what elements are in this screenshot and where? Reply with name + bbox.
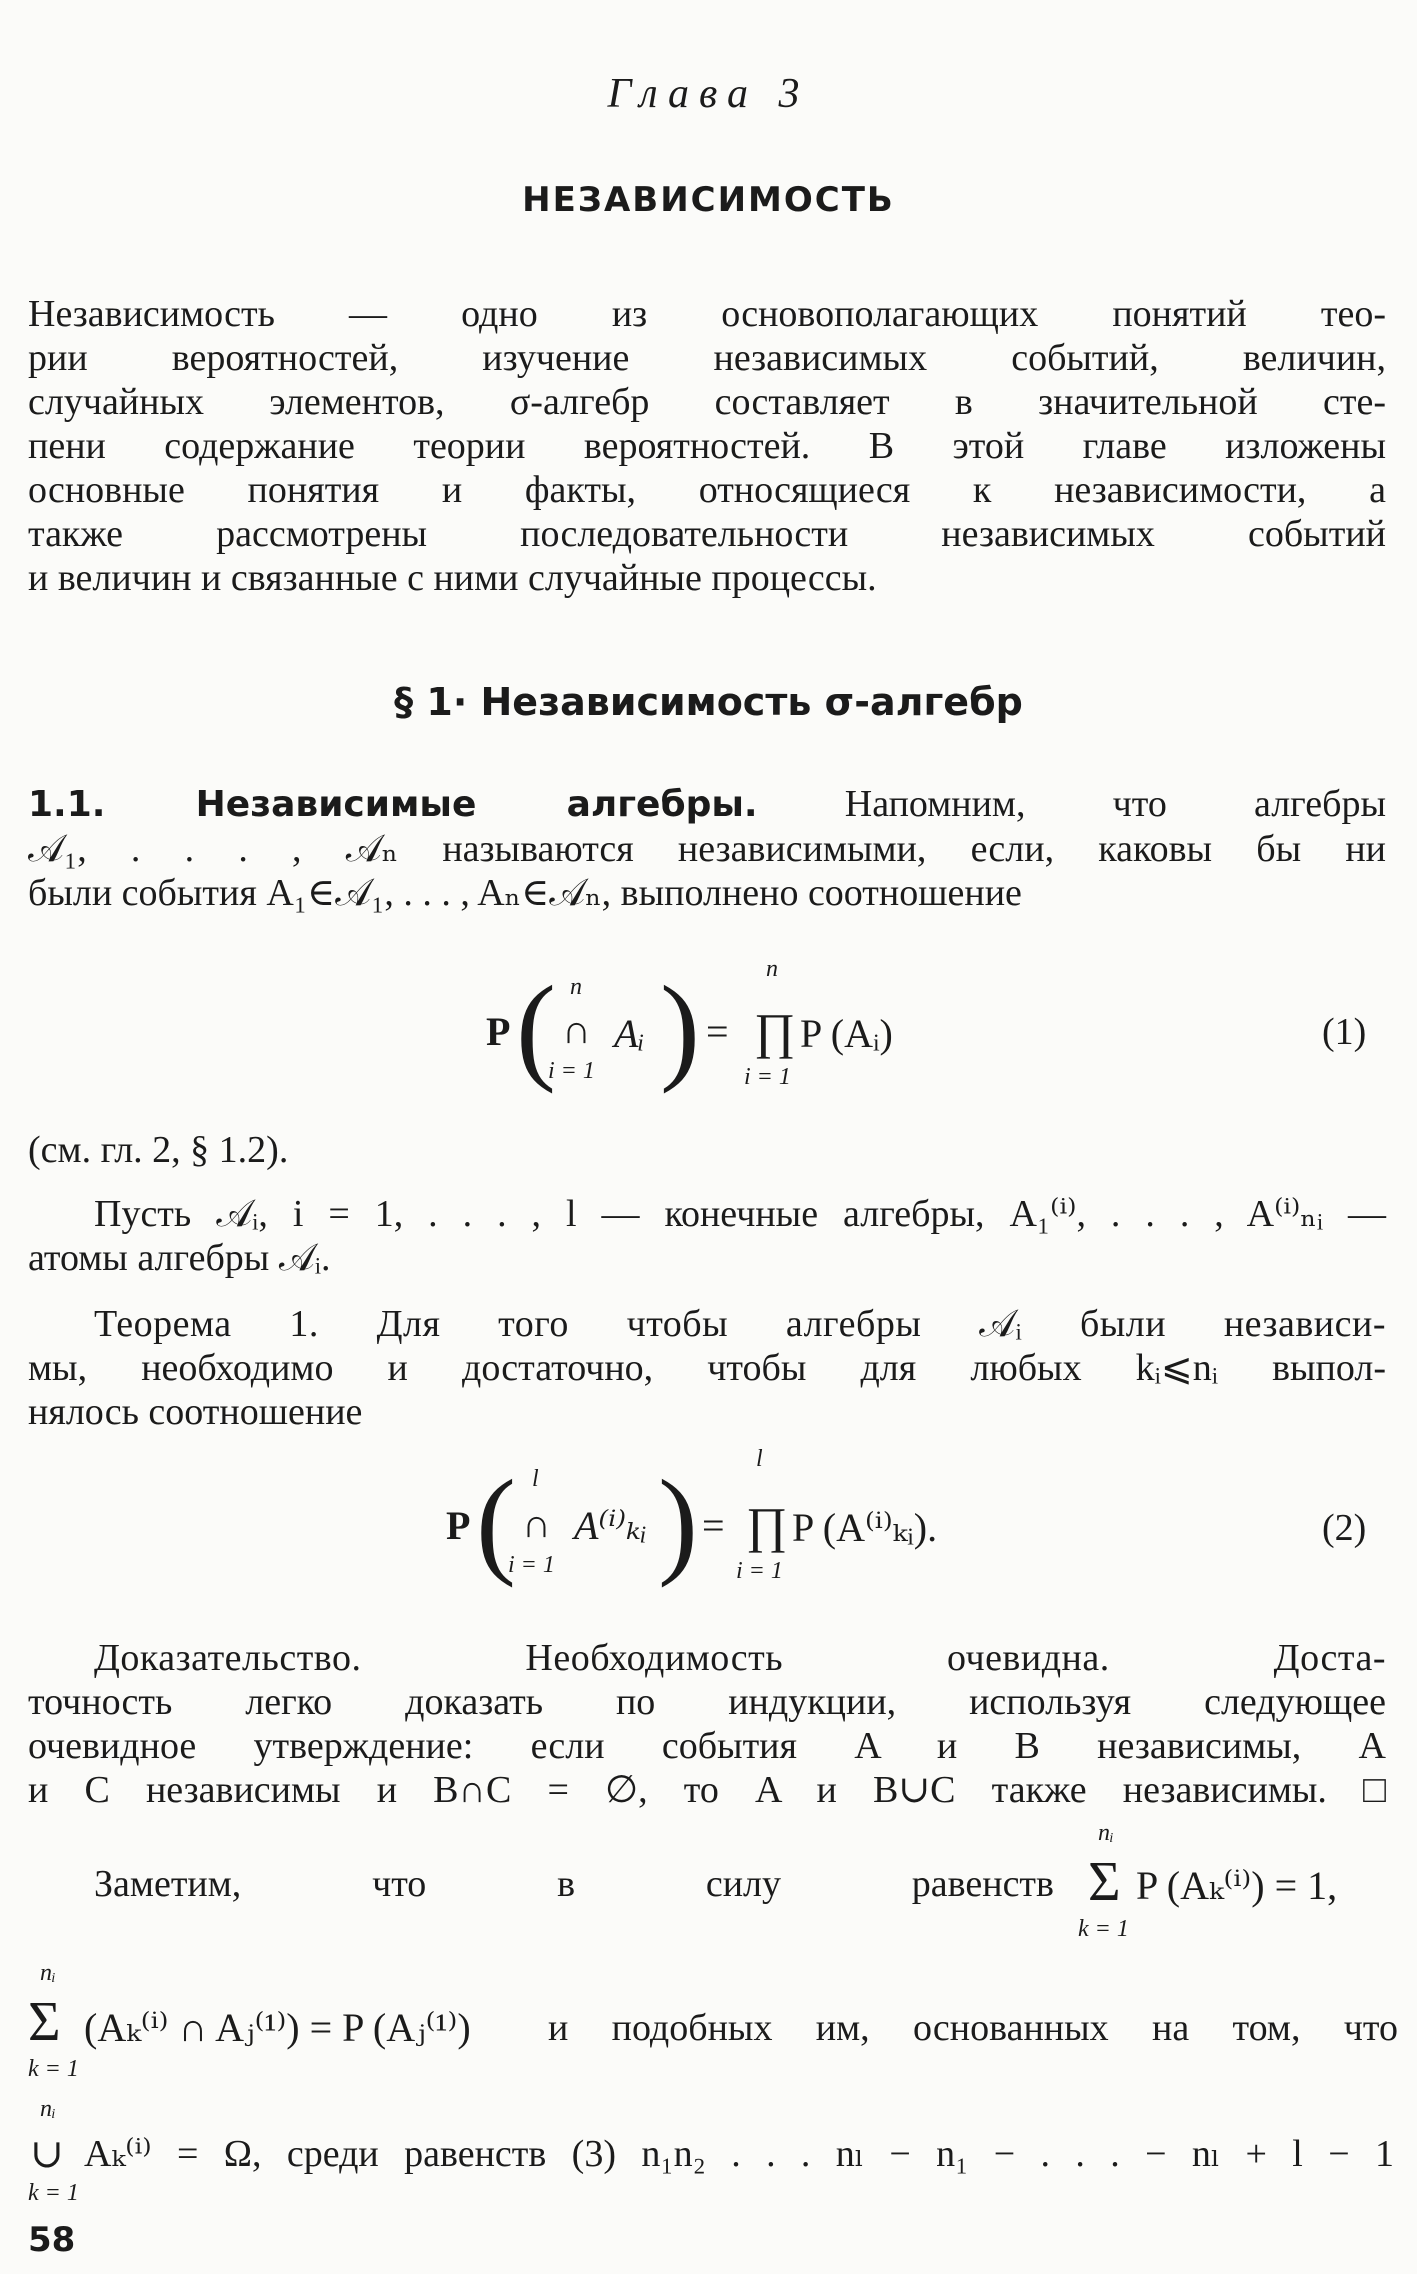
eq2-paren-close: ) (658, 1455, 698, 1588)
intro-line: случайных элементов, σ-алгебр составляет в значительной сте- (28, 381, 1386, 423)
eq2-rhs: P (A⁽ⁱ⁾ₖᵢ). (792, 1505, 938, 1550)
subsection-line: 𝒜₁, . . . , 𝒜ₙ называются независимыми, если, каковы бы ни (28, 828, 1386, 870)
eq1-paren-close: ) (660, 961, 700, 1094)
eq1-P: P (486, 1009, 511, 1054)
eq1-arg: Aᵢ (614, 1011, 645, 1056)
intro-line: также рассмотрены последовательности независимых событий (28, 513, 1386, 555)
let-line: атомы алгебры 𝒜ᵢ. (28, 1237, 331, 1279)
theorem-line: нялось соотношение (28, 1391, 363, 1433)
sum1-sigma: Σ (1088, 1851, 1121, 1913)
union-symbol: ∪ (30, 2131, 64, 2176)
eq2-eq: = (702, 1503, 725, 1548)
eq2-bottom: i = 1 (508, 1552, 555, 1578)
sum2-bottom: k = 1 (28, 2056, 79, 2082)
eq2-prod-bottom: i = 1 (736, 1558, 783, 1584)
eq1-bottom: i = 1 (548, 1058, 595, 1084)
reference-text: (см. гл. 2, § 1.2). (28, 1129, 289, 1171)
subsection-paragraph (28, 782, 1386, 915)
eq1-op: ∩ (562, 1007, 591, 1052)
union-bottom: k = 1 (28, 2180, 79, 2206)
eq1-eq: = (706, 1009, 729, 1054)
sum2-sigma: Σ (28, 1991, 61, 2053)
chapter-title: НЕЗАВИСИМОСТЬ (522, 180, 895, 220)
theorem-paragraph (28, 1302, 1386, 1434)
proof-line: точность легко доказать по индукции, используя следующее (28, 1681, 1386, 1723)
proof-line: очевидное утверждение: если события A и B независимы, A (28, 1725, 1386, 1767)
eq2-paren-open: ( (476, 1455, 516, 1588)
intro-line: основные понятия и факты, относящиеся к независимости, а (28, 469, 1386, 511)
equation-1 (470, 956, 950, 1100)
eq1-top: n (570, 974, 582, 1000)
eq1-rhs: P (Aᵢ) (800, 1011, 893, 1056)
subsection-title: 1.1. Независимые алгебры. (28, 784, 758, 825)
eq2-number: (2) (1322, 1507, 1367, 1549)
eq2-top: l (532, 1466, 539, 1492)
sum2-top: nᵢ (40, 1960, 56, 1986)
subsection-line (28, 782, 1386, 827)
eq1-prod: ∏ (754, 1003, 796, 1059)
sum1-bottom: k = 1 (1078, 1916, 1129, 1942)
note-word: силу (705, 1863, 781, 1905)
section-heading: § 1· Независимость σ-алгебр (394, 680, 1023, 724)
proof-line: Доказательство. Необходимость очевидна. Доста- (94, 1637, 1386, 1679)
note-word: равенств (911, 1863, 1054, 1905)
sum2-expr: (Aₖ⁽ⁱ⁾ ∩ Aⱼ⁽¹⁾) = P (Aⱼ⁽¹⁾) (84, 2005, 471, 2050)
note-line-2 (28, 1960, 1398, 2090)
page-number: 58 (28, 2220, 76, 2260)
intro-line: рии вероятностей, изучение независимых событий, величин, (28, 337, 1386, 379)
intro-line: Независимость — одно из основополагающих понятий тео- (28, 293, 1386, 335)
intro-line: и величин и связанные с ними случайные процессы. (28, 557, 877, 599)
intro-line: пени содержание теории вероятностей. В этой главе изложены (28, 425, 1386, 467)
proof-paragraph (28, 1636, 1386, 1812)
eq2-arg: A⁽ⁱ⁾ₖᵢ (574, 1503, 648, 1548)
eq1-paren-open: ( (516, 961, 556, 1094)
note-line-3 (28, 2096, 1398, 2216)
intro-paragraph (28, 292, 1386, 600)
sum1-expr: P (Aₖ⁽ⁱ⁾) = 1, (1136, 1863, 1338, 1908)
note-word: Заметим, (94, 1863, 242, 1905)
union-top: nᵢ (40, 2096, 56, 2122)
eq1-prod-bottom: i = 1 (744, 1064, 791, 1090)
theorem-line: мы, необходимо и достаточно, чтобы для любых kᵢ⩽nᵢ выпол- (28, 1347, 1386, 1389)
let-line: Пусть 𝒜ᵢ, i = 1, . . . , l — конечные алгебры, A₁⁽ⁱ⁾, . . . , A⁽ⁱ⁾ₙᵢ — (94, 1193, 1386, 1235)
eq2-prod: ∏ (746, 1497, 788, 1553)
proof-line: и C независимы и B∩C = ∅, то A и B∪C также независимы. □ (28, 1769, 1386, 1811)
equation-2 (430, 1446, 990, 1600)
note-line3-expr: Aₖ⁽ⁱ⁾ = Ω, среди равенств (3) n₁n₂ . . . nₗ − n₁ − . . . − nₗ + l − 1 (84, 2133, 1394, 2175)
eq1-prod-top: n (766, 956, 778, 982)
sum-1 (1078, 1820, 1398, 1950)
chapter-label: Глава 3 (607, 71, 810, 117)
eq2-op: ∩ (522, 1501, 551, 1546)
theorem-line: Теорема 1. Для того чтобы алгебры 𝒜ᵢ были независи- (94, 1303, 1386, 1345)
sum1-top: nᵢ (1098, 1820, 1114, 1846)
eq1-number: (1) (1322, 1011, 1367, 1053)
note-line2-rest: и подобных им, основанных на том, что (548, 2007, 1398, 2049)
eq2-P: P (446, 1503, 471, 1548)
let-paragraph (28, 1192, 1386, 1280)
note-word: в (557, 1863, 576, 1905)
eq2-prod-top: l (756, 1446, 763, 1472)
subsection-line1-rest: Напомним, что алгебры (844, 783, 1387, 825)
subsection-line: были события A₁∈𝒜₁, . . . , Aₙ∈𝒜ₙ, выполнено соотношение (28, 872, 1022, 914)
note-line-1 (94, 1862, 1054, 1906)
note-word: что (372, 1863, 427, 1905)
